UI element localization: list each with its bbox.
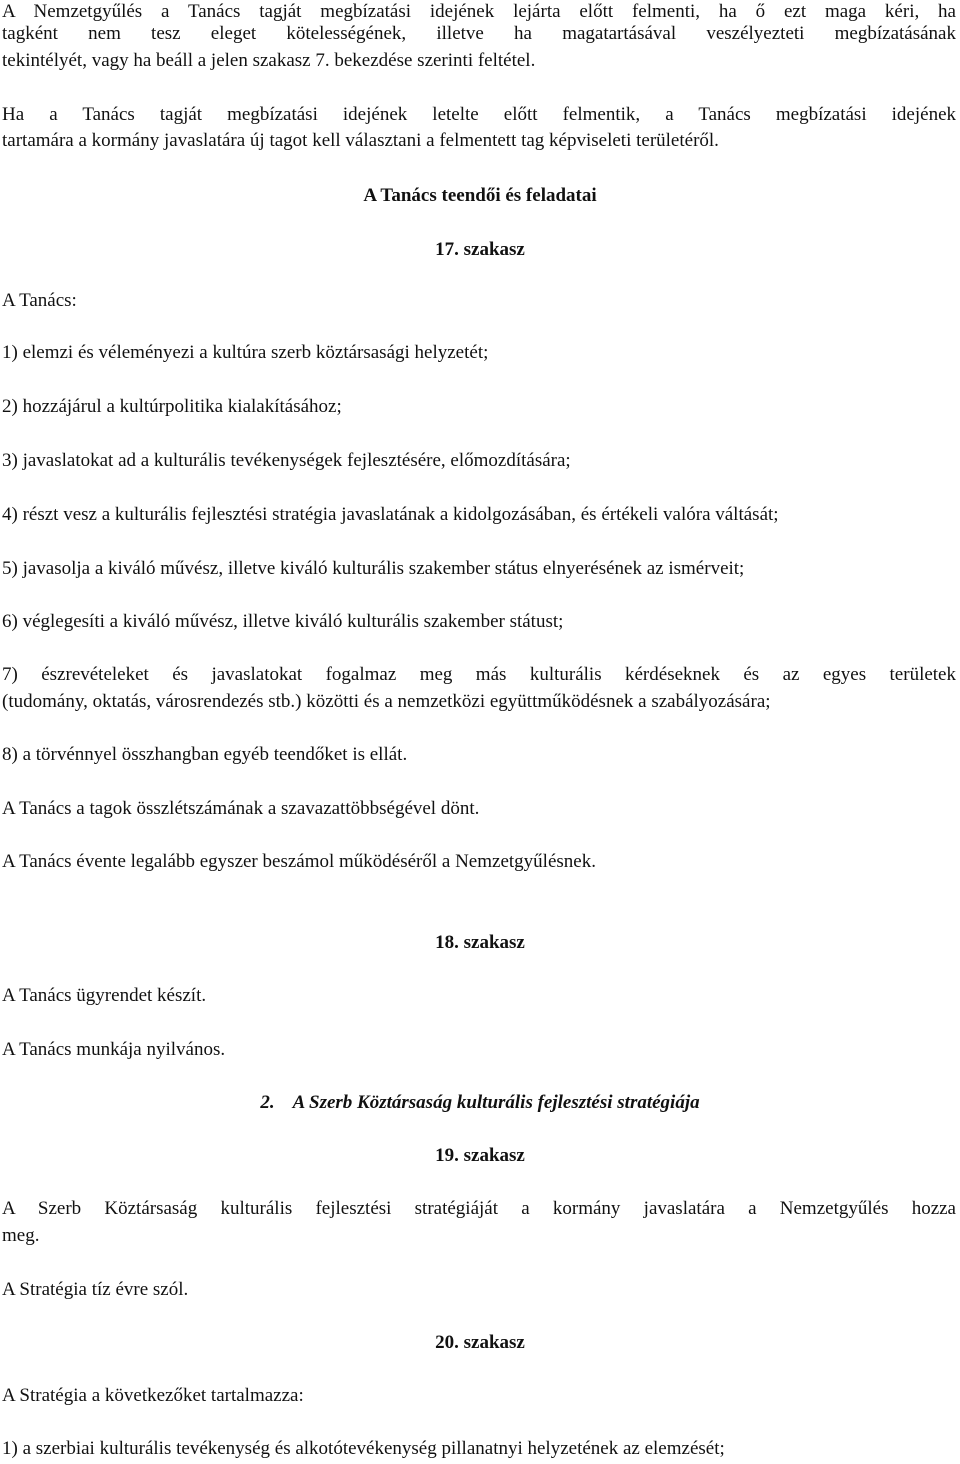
section-title-17: 17. szakasz <box>435 239 525 260</box>
paragraph-line: A Tanács a tagok összlétszámának a szavazattöbbségével dönt. <box>2 798 480 819</box>
list-item: 6) véglegesíti a kiváló művész, illetve kiváló kulturális szakember státust; <box>2 611 564 632</box>
paragraph-line: tekintélyét, vagy ha beáll a jelen szakasz 7. bekezdése szerinti feltétel. <box>2 50 536 71</box>
paragraph-line: meg. <box>2 1225 40 1246</box>
section-title-20: 20. szakasz <box>435 1332 525 1353</box>
section-intro: A Tanács: <box>2 290 77 311</box>
paragraph-line: A Tanács munkája nyilvános. <box>2 1039 226 1060</box>
list-item: 5) javasolja a kiváló művész, illetve kiváló kulturális szakember státus elnyerésének az ismérveit; <box>2 558 745 579</box>
list-item: 8) a törvénnyel összhangban egyéb teendőket is ellát. <box>2 744 408 765</box>
section-heading: A Tanács teendői és feladatai <box>363 185 597 206</box>
list-item: 1) elemzi és véleményezi a kultúra szerb köztársasági helyzetét; <box>2 342 489 363</box>
paragraph-line: A Stratégia tíz évre szól. <box>2 1279 189 1300</box>
paragraph-line: tartamára a kormány javaslatára új tagot kell választani a felmentett tag képviseleti területéről. <box>2 130 719 151</box>
paragraph-line: A Tanács évente legalább egyszer beszámol működéséről a Nemzetgyűlésnek. <box>2 851 596 872</box>
list-item: (tudomány, oktatás, városrendezés stb.) közötti és a nemzetközi együttműködésnek a szabályozására; <box>2 691 771 712</box>
paragraph-line: A Szerb Köztársaság kulturális fejlesztési stratégiáját a kormány javaslatára a Nemzetgyűlés hozza <box>2 1198 956 1219</box>
chapter-number: 2. <box>260 1092 275 1113</box>
list-item: 7) észrevételeket és javaslatokat fogalmaz meg más kulturális kérdéseknek és az egyes területek <box>2 664 956 685</box>
list-item: 2) hozzájárul a kultúrpolitika kialakításához; <box>2 396 342 417</box>
paragraph-line: Ha a Tanács tagját megbízatási idejének letelte előtt felmentik, a Tanács megbízatási idejének <box>2 104 956 125</box>
section-title-19: 19. szakasz <box>435 1145 525 1166</box>
list-item: 1) a szerbiai kulturális tevékenység és alkotótevékenység pillanatnyi helyzetének az elemzését; <box>2 1438 725 1459</box>
chapter-title: A Szerb Köztársaság kulturális fejlesztési stratégiája <box>292 1092 700 1113</box>
paragraph-line: A Nemzetgyűlés a Tanács tagját megbízatási idejének lejárta előtt felmenti, ha ő ezt maga kéri, ha <box>2 1 956 22</box>
list-item: 4) részt vesz a kulturális fejlesztési stratégia javaslatának a kidolgozásában, és értékeli valóra váltását; <box>2 504 779 525</box>
section-intro: A Stratégia a következőket tartalmazza: <box>2 1385 304 1406</box>
paragraph-line: tagként nem tesz eleget kötelességének, illetve ha magatartásával veszélyezteti megbízatásának <box>2 23 956 44</box>
paragraph-line: A Tanács ügyrendet készít. <box>2 985 207 1006</box>
section-title-18: 18. szakasz <box>435 932 525 953</box>
list-item: 3) javaslatokat ad a kulturális tevékenységek fejlesztésére, előmozdítására; <box>2 450 571 471</box>
chapter-heading <box>0 1090 960 1116</box>
